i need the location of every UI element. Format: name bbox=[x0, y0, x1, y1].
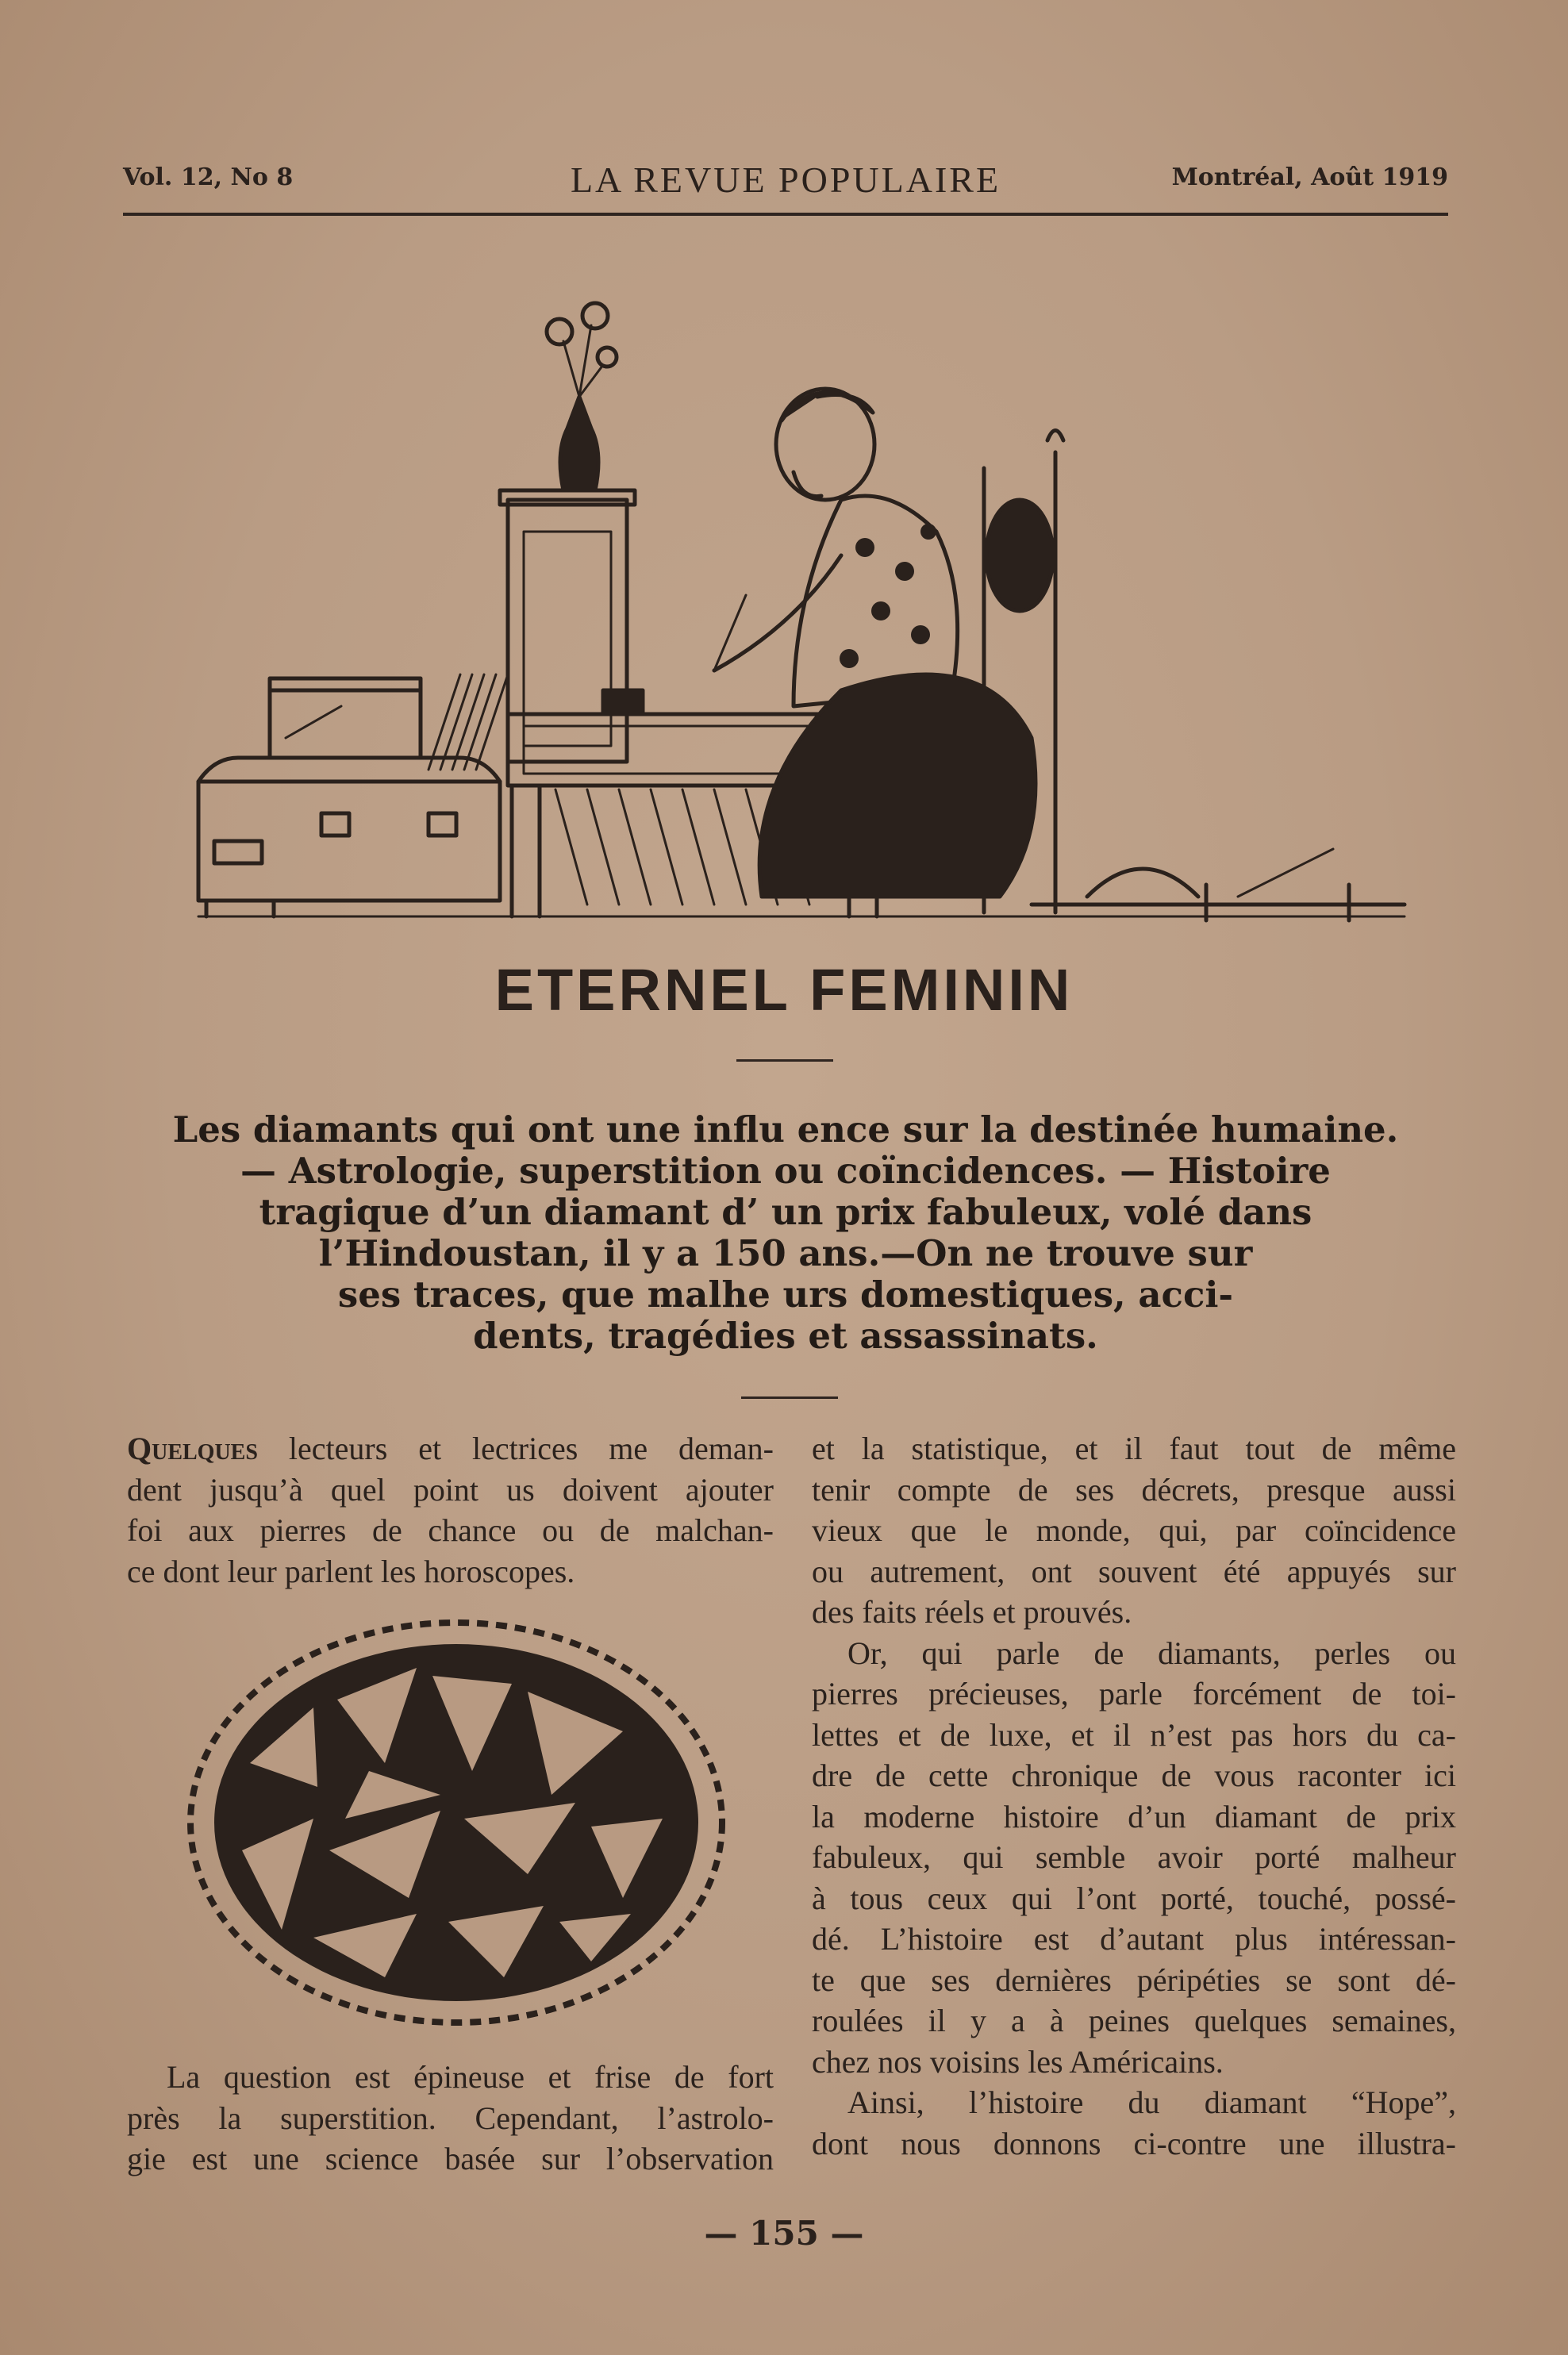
text-line: et la statistique, et il faut tout de même bbox=[812, 1431, 1456, 1466]
right-column bbox=[812, 1428, 1456, 2164]
text-line: gie est une science basée sur l’observation bbox=[127, 2141, 774, 2176]
subtitle-line: Les diamants qui ont une influ ence sur la destinée humaine. bbox=[172, 1108, 1399, 1151]
title-rule bbox=[736, 1059, 833, 1062]
subtitle-line: dents, tragédies et assassinats. bbox=[473, 1315, 1098, 1357]
text-line: Ainsi, l’histoire du diamant “Hope”, bbox=[847, 2084, 1456, 2120]
text-line: dont nous donnons ci-contre une illustra- bbox=[812, 2125, 1456, 2161]
text-line: vieux que le monde, qui, par coïncidence bbox=[812, 1512, 1456, 1548]
text-line: Quelques lecteurs et lectrices me deman- bbox=[127, 1431, 774, 1466]
text-line: fabuleux, qui semble avoir porté malheur bbox=[812, 1839, 1456, 1875]
text-line: foi aux pierres de chance ou de malchan- bbox=[127, 1512, 774, 1548]
subtitle-line: ses traces, que malhe urs domestiques, acci- bbox=[337, 1274, 1234, 1316]
text-line: dé. L’histoire est d’autant plus intéressan- bbox=[812, 1921, 1456, 1957]
dateline: Montréal, Août 1919 bbox=[1171, 163, 1448, 191]
hope-diamond-illustration bbox=[179, 1612, 734, 2033]
text-line: Or, qui parle de diamants, perles ou bbox=[847, 1635, 1456, 1671]
page-number: — 155 — bbox=[704, 2214, 864, 2253]
text-line: te que ses dernières péripéties se sont dé- bbox=[812, 1961, 1456, 1998]
text-line: la moderne histoire d’un diamant de prix bbox=[812, 1798, 1456, 1834]
article-subtitle bbox=[127, 1109, 1444, 1357]
left-column-paragraph-1 bbox=[127, 1428, 774, 1592]
subtitle-line: l’Hindoustan, il y a 150 ans.—On ne trouve sur bbox=[318, 1232, 1253, 1274]
dropcap-word: Quelques bbox=[127, 1431, 258, 1466]
text-line: près la superstition. Cependant, l’astrolo- bbox=[127, 2100, 774, 2136]
running-head bbox=[123, 159, 1448, 206]
header-rule bbox=[123, 213, 1448, 216]
text-line: tenir compte de ses décrets, presque aussi bbox=[812, 1471, 1456, 1508]
text-line: dre de cette chronique de vous raconter ici bbox=[812, 1758, 1456, 1793]
subtitle-line: — Astrologie, superstition ou coïncidences. — Histoire bbox=[240, 1150, 1331, 1192]
text-line: lettes et de luxe, et il n’est pas hors du ca- bbox=[812, 1716, 1456, 1753]
text-line: chez nos voisins les Américains. bbox=[812, 2043, 1224, 2080]
text-line: à tous ceux qui l’ont porté, touché, possé- bbox=[812, 1880, 1456, 1916]
text-line: La question est épineuse et frise de fort bbox=[167, 2059, 774, 2095]
text-line: roulées il y a à peines quelques semaines, bbox=[812, 2003, 1456, 2038]
woman-writing-illustration bbox=[190, 294, 1412, 928]
article-title: ETERNEL FEMININ bbox=[494, 957, 1074, 1023]
text-line: des faits réels et prouvés. bbox=[812, 1594, 1132, 1630]
text-line: ce dont leur parlent les horoscopes. bbox=[127, 1553, 575, 1589]
text-line: dent jusqu’à quel point us doivent ajouter bbox=[127, 1471, 774, 1508]
text-line: pierres précieuses, parle forcément de toi- bbox=[812, 1676, 1456, 1712]
subtitle-rule bbox=[741, 1396, 838, 1399]
left-column-paragraph-2 bbox=[127, 2057, 774, 2180]
volume-number: Vol. 12, No 8 bbox=[123, 163, 294, 191]
journal-title: LA REVUE POPULAIRE bbox=[570, 159, 1001, 200]
text-line: ou autrement, ont souvent été appuyés sur bbox=[812, 1553, 1456, 1589]
subtitle-line: tragique d’un diamant d’ un prix fabuleux, volé dans bbox=[259, 1191, 1312, 1233]
